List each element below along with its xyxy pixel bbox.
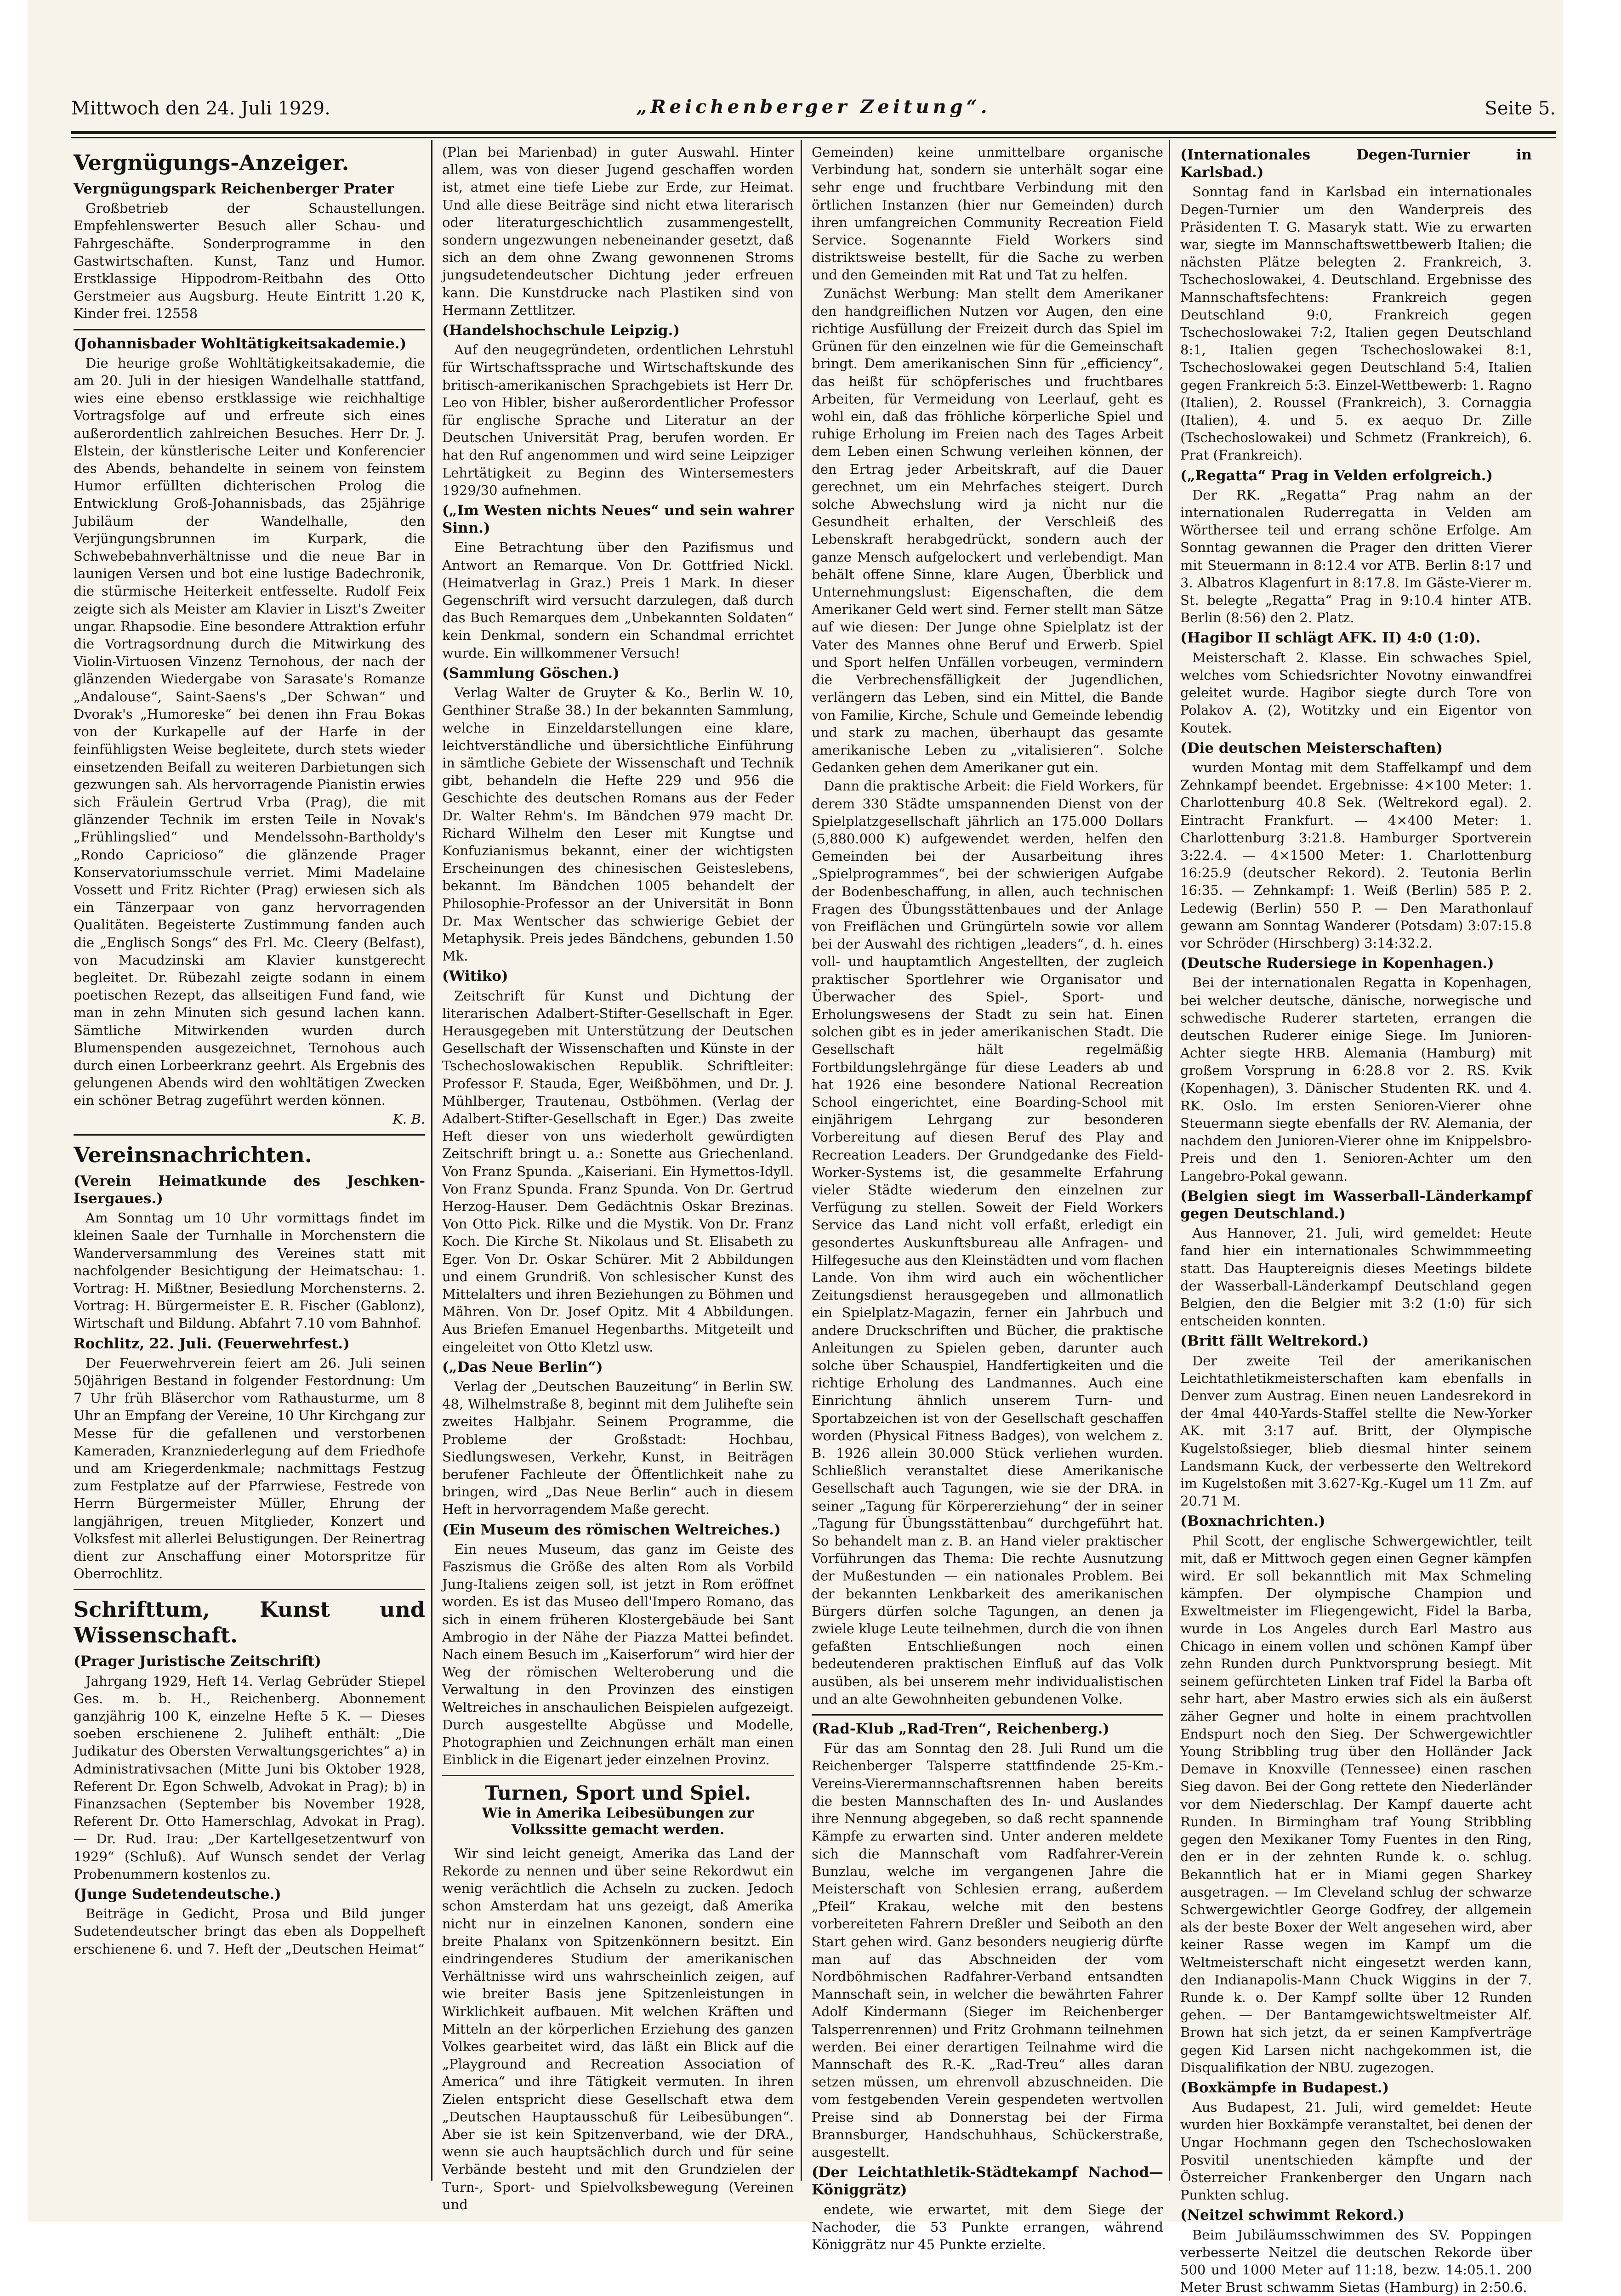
article-text: Sonntag fand in Karlsbad ein internationales Degen-Turnier um den Wanderpreis des Präsidenten T. G. Masaryk statt. Wie zu erwarten war, siegte im Mannschaftswettbewerb Italien; die nächsten Plätze belegten 2. Frankreich, 3. Tschechoslowakei, 4. Deutschland. Ergebnisse des Mannschaftsfechtens: Frankreich gegen Deutschland 9:0, Frankreich gegen Tschechoslowakei 7:2, Italien gegen Deutschland 8:1, Italien gegen Tschechoslowakei 8:1, Tschechoslowakei gegen Deutschland 5:4, Italien gegen Frankreich 5:3. Einzel-Wettbewerb: 1. Ragno (Italien), 2. Roussel (Frankreich), 3. Cornaggia (Italien), 4. und 5. ex aequo Dr. Zille (Tschechoslowakei) und Schmetz (Frankreich), 6. Prat (Frankreich). (1180, 184, 1532, 463)
newspaper-title: „Reichenberger Zeitung“. (636, 96, 991, 118)
article-heading: (Neitzel schwimmt Rekord.) (1180, 2207, 1405, 2224)
newspaper-page (28, 0, 1563, 2296)
article-heading: (Prager Juristische Zeitschrift) (74, 1653, 321, 1670)
article-text: Bei der internationalen Regatta in Kopenhagen, bei welcher deutsche, dänische, norwegische und schwedische Ruderer starteten, errangen die deutschen Ruderer einige Siege. Im Junioren-Achter siegte HRB. Alemania (Hamburg) mit großem Vorsprung in 6:28.8 vor 2. RS. Kvik (Kopenhagen), 3. Dänischer Studenten RK. und 4. RK. Oslo. Im ersten Senioren-Vierer ohne Steuermann siegte ebenfalls der RV. Alemania, der nachdem den Junioren-Vierer ohne im Knippelsbro-Preis und den 1. Senioren-Achter um den Langebro-Pokal gewann. (1180, 975, 1532, 1184)
article-heading: (Belgien siegt im Wasserball-Länderkampf gegen Deutschland.) (1180, 1188, 1532, 1222)
page-number: Seite 5. (1484, 98, 1556, 119)
article-heading: („Im Westen nichts Neues“ und sein wahrer Sinn.) (442, 502, 794, 537)
article-separator (812, 1714, 1163, 1716)
section-title: Vergnügungs-Anzeiger. (74, 150, 349, 175)
article-heading: (Hagibor II schlägt AFK. II) 4:0 (1:0). (1180, 630, 1481, 647)
column-divider (801, 140, 802, 2181)
article-heading: Rochlitz, 22. Juli. (Feuerwehrfest.) (74, 1335, 350, 1352)
article-heading: („Regatta“ Prag in Velden erfolgreich.) (1180, 467, 1493, 484)
article-separator (442, 1775, 794, 1776)
section-title: Schrifttum, Kunst und Wissenschaft. (74, 1597, 425, 1648)
header-rule (71, 131, 1556, 134)
article-text: Meisterschaft 2. Klasse. Ein schwaches Spiel, welches vom Schiedsrichter Novotny einwandfrei geleitet wurde. Hagibor siegte durch Tore von Polakov A. (2), Wotitzky und ein Eigentor von Koutek. (1180, 649, 1532, 736)
article-text: Verlag der „Deutschen Bauzeitung“ in Berlin SW. 48, Wilhelmstraße 8, beginnt mit dem Julihefte sein zweites Halbjahr. Seinem Programme, die Probleme der Großstadt: Hochbau, Siedlungswesen, Verkehr, Kunst, in Beiträgen berufener Fachleute der Öffentlichkeit nahe zu bringen, wird „Das Neue Berlin“ auch in diesem Heft in hervorragendem Maße gerecht. (442, 1379, 794, 1517)
article-text: Beim Jubiläumsschwimmen des SV. Poppingen verbesserte Neitzel die deutschen Rekorde über 500 und 1000 Meter auf 11:18, bezw. 14:05.1. 200 Meter Brust schwamm Sietas (Hamburg) in 2:50.6. (1180, 2227, 1532, 2296)
article-text: (Plan bei Marienbad) in guter Auswahl. Hinter allem, was von dieser Jugend geschaffen worden ist, atmet eine tiefe Liebe zur Erde, zur Heimat. Und alle diese Beiträge sind nicht etwa literarisch oder literaturgeschichtlich zusammengestellt, sondern ungezwungen nebeneinander gesetzt, daß sich an dem ohne Zwang gewonnenen Stroms jungsudetendeutscher Dichtung jeder erfreuen kann. Die Kunstdrucke nach Plastiken sind von Hermann Zettlitzer. (442, 144, 794, 318)
article-signature: K. B. (392, 1111, 425, 1127)
article-heading: Vergnügungspark Reichenberger Prater (74, 181, 394, 197)
column-1 (74, 143, 425, 2179)
article-text: Ein neues Museum, das ganz im Geiste des Faszismus die Größe des alten Rom als Vorbild Jung-Italiens zeigen soll, ist jetzt in Rom eröffnet worden. Es ist das Museo dell'Impero Romano, das sich in einem früheren Klostergebäude bei Sant Ambrogio in der Nähe der Piazza Mattei befindet. Nach einem Besuch im „Kaiserforum“ wird hier der Weg der römischen Welteroberung und die Verwaltung in den Provinzen des einstigen Weltreiches in anschaulichen Beispielen aufgezeigt. Durch ausgestellte Abgüsse und Modelle, Photographien und Zeichnungen erhält man einen Einblick in die Eigenart jeder einzelnen Provinz. (442, 1541, 794, 1768)
article-text: Am Sonntag um 10 Uhr vormittags findet im kleinen Saale der Turnhalle in Morchenstern die Wanderversammlung des Vereines statt mit nachfolgender Besichtigung der Heimatschau: 1. Vortrag: H. Mißtner, Besiedlung Morchensterns. 2. Vortrag: H. Bürgermeister E. R. Fischer (Gablonz), Wirtschaft und Bildung. Abfahrt 7.10 vom Bahnhof. (74, 1210, 425, 1331)
article-heading: (Boxnachrichten.) (1180, 1513, 1325, 1530)
article-heading: (Boxkämpfe in Budapest.) (1180, 2079, 1389, 2096)
article-separator (74, 1134, 425, 1136)
article-text: Gemeinden) keine unmittelbare organische Verbindung hat, sondern sie unterhält sogar eine sehr enge und fruchtbare Verbindung mit den örtlichen Instanzen (hier nur Gemeinden) durch ihren umfangreichen Community Recreation Field Service. Sogenannte Field Workers sind distriktsweise bestellt, für die Sache zu werben und den Gemeinden mit Rat und Tat zu helfen. (812, 144, 1163, 283)
article-text: Phil Scott, der englische Schwergewichtler, teilt mit, daß er Mittwoch gegen einen Gegner kämpfen wird. Er soll bekanntlich mit Max Schmeling kämpfen. Der olympische Champion und Exweltmeister im Fliegengewicht, Fidel la Barba, wurde in Los Angeles durch Earl Mastro aus Chicago in einem vollen und schönen Kampf über zehn Runden durch Punktvorsprung besiegt. Mit seinem gefürchteten Linken traf Fidel la Barba oft sehr hart, aber Mastro erwies sich als ein äußerst zäher Gegner und holte in einem prachtvollen Endspurt noch den Sieg. Der Schwergewichtler Young Stribbling trug über den Holländer Jack Demave in Knoxville (Tennessee) einen raschen Sieg davon. Bei der Gong rettete den Niederländer vor dem Niederschlag. Der Kampf dauerte acht Runden. In Birmingham traf Young Stribbling gegen den Mexikaner Tomy Fuentes in den Ring, den er in der zehnten Runde k. o. schlug. Bekanntlich hat er in Miami gegen Sharkey ausgetragen. — Im Cleveland schlug der schwarze Schwergewichtler George Godfrey, der allgemein als der beste Boxer der Welt angesehen wird, aber keiner Rasse wegen im Kampf um die Weltmeisterschaft nicht eingesetzt werden kann, den Indianapolis-Mann Chuck Wiggins in der 7. Runde k. o. Der Kampf sollte über 12 Runden gehen. — Der Bantamgewichtsweltmeister Alf. Brown hat sich jetzt, da er seinen Kampfverträge gegen Kid Larsen nicht nachgekommen ist, die Disqualifikation der NBU. zugezogen. (1180, 1533, 1532, 2075)
article-heading: (Junge Sudetendeutsche.) (74, 1886, 281, 1903)
article-heading: (Die deutschen Meisterschaften) (1180, 739, 1443, 756)
column-4 (1180, 143, 1532, 2296)
column-divider (1169, 140, 1170, 2181)
issue-date: Mittwoch den 24. Juli 1929. (71, 98, 330, 119)
article-heading: (Britt fällt Weltrekord.) (1180, 1333, 1369, 1350)
article-text: Der Feuerwehrverein feiert am 26. Juli seinen 50jährigen Bestand in folgender Festordnung: Um 7 Uhr früh Bläserchor vom Rathausturme, um 8 Uhr an Empfang der Vereine, 10 Uhr Kirchgang zur Messe für die gefallenen und verstorbenen Kameraden, Kranzniederlegung auf dem Friedhofe und am Kriegerdenkmale; nachmittags Festzug zum Festplatze auf der Pfarrwiese, Festrede von Herrn Bürgermeister Müller, Ehrung der langjährigen, treuen Mitglieder, Konzert und Volksfest mit allerlei Belustigungen. Der Reinertrag dient zur Anschaffung einer Motorspritze für Oberrochlitz. (74, 1355, 425, 1582)
article-heading: (Ein Museum des römischen Weltreiches.) (442, 1521, 781, 1538)
article-separator (74, 1589, 425, 1590)
article-text: Beiträge in Gedicht, Prosa und Bild junger Sudetendeutscher bringt das eben als Doppelheft erschienene 6. und 7. Heft der „Deutschen Heimat“ (74, 1906, 425, 1957)
column-2 (442, 143, 794, 2212)
article-text: Dann die praktische Arbeit: die Field Workers, für derem 330 Städte umspannenden Dienst von der Spielplatzgesellschaft jährlich an 175.000 Dollars (5,880.000 K) aufgewendet werden, helfen den Gemeinden bei der Ausarbeitung ihres „Spielprogrammes“, bei der schwierigen Aufgabe der Bodenbeschaffung, in allen, auch technischen Fragen des Übungsstättenbaues und der Anlage von Freiflächen und Grüngürteln sowie vor allem bei der Auswahl des richtigen „leaders“, d. h. eines voll- und hauptamtlich Angestellten, der zugleich praktischer Sportlehrer wie Organisator und Überwacher des Spiel-, Sport- und Erholungswesens der Stadt zu sein hat. Einen solchen gibt es in jeder amerikanischen Stadt. Die Gesellschaft hält regelmäßig Fortbildungslehrgänge für diese Leaders ab und hat 1926 eine besondere National Recreation School eingerichtet, eine Boarding-School mit einjährigem Lehrgang zur besonderen Vorbereitung auf diesen Beruf des Play and Recreation Leaders. Der Grundgedanke des Field-Worker-Systems ist, die gesammelte Erfahrung vieler Städte wiederum den einzelnen zur Verfügung zu stellen. Soweit der Field Workers Service das Land nicht voll erfaßt, erledigt ein gesondertes Auskunftsbureau alle Anfragen- und Hilfegesuche aus den Kleinstädten und vom flachen Lande. Von ihm wird auch ein wöchentlicher Zeitungsdienst herausgegeben und allmonatlich ein Spielplatz-Magazin, ferner ein Jahrbuch und andere Druckschriften und Bücher, die praktische Anleitungen zu Spielen geben, darunter auch solche über Schauspiel, Handfertigkeiten und die richtige Erholung des Landmannes. Auch eine Einrichtung ähnlich unserem Turn- und Sportabzeichen ist von der Gesellschaft geschaffen worden (Physical Fitness Badges), von welchem z. B. 1926 allein 30.000 Stück verliehen wurden. Schließlich veranstaltet diese Amerikanische Gesellschaft auch Tagungen, wie sie der DRA. in seiner „Tagung für Körpererziehung“ der in seiner „Tagung für Übungsstättenbau“ durchgeführt hat. So behandelt man z. B. an Hand vieler praktischer Vorführungen das Thema: Die rechte Ausnutzung der Mußestunden — ein nationales Problem. Bei der bekannten Lenkbarkeit des amerikanischen Bürgers dürfen solche Tagungen, an denen ja zwiele kluge Leute teilnehmen, durch die von ihnen gefaßten Entschließungen noch einen bedeutenderen praktischen Einfluß auf das Volk ausüben, als bei unserem mehr individualistischen und an alte Gewohnheiten gebundenen Volke. (812, 778, 1163, 1707)
article-text: Zunächst Werbung: Man stellt dem Amerikaner den handgreiflichen Nutzen vor Augen, den eine richtige Ausfüllung der Freizeit durch das Spiel im Grünen für den einzelnen wie für die Gemeinschaft bringt. Dem amerikanischen Sinn für „efficiency“, das heißt für schöpferisches und fruchtbares Arbeiten, für Vermeidung von Leerlauf, geht es wohl ein, daß das fröhliche körperliche Spiel und ruhige Erholung im Freien nach des Tages Arbeit dem Leben einen Schwung verleihen können, der den Ertrag jeder Arbeitskraft, auf die Dauer gerechnet, um ein Mehrfaches steigert. Durch solche Abwechslung wird ja nicht nur die Gesundheit erhalten, der Verschleiß des Lebenskraft herabgedrückt, sondern auch der ganze Mensch aufgelockert und verlebendigt. Man behält offene Sinne, klare Augen, Überblick und Unternehmungslust: Eigenschaften, die dem Amerikaner Geld wert sind. Ferner stellt man Sätze auf wie diesen: Der Junge ohne Spielplatz ist der Vater des Mannes ohne Beruf und Erwerb. Spiel und Sport helfen Unfällen vorbeugen, vermindern die Verbrechensfälligkeit der Jugendlichen, verlängern das Leben, sind ein Mittel, die Bande von Familie, Kirche, Schule und Gemeinde lebendig und stark zu machen, überhaupt das gesamte amerikanische Leben zu „vitalisieren“. Solche Gedanken gehen dem Amerikaner gut ein. (812, 285, 1163, 776)
article-text: Eine Betrachtung über den Pazifismus und Antwort an Remarque. Von Dr. Gottfried Nickl. (Heimatverlag in Graz.) Preis 1 Mark. In dieser Gegenschrift wird versucht darzulegen, daß durch das Buch Remarques dem „Unbekannten Soldaten“ kein Denkmal, sondern ein Schandmal errichtet wurde. Ein willkommener Versuch! (442, 540, 794, 661)
article-text: Aus Hannover, 21. Juli, wird gemeldet: Heute fand hier ein internationales Schwimmmeeting statt. Das Hauptereignis dieses Meetings bildete der Wasserball-Länderkampf Deutschland gegen Belgien, den die Belgier mit 3:2 (1:0) für sich entscheiden konnten. (1180, 1225, 1532, 1329)
article-text: wurden Montag mit dem Staffelkampf und dem Zehnkampf beendet. Ergebnisse: 4×100 Meter: 1. Charlottenburg 40.8 Sek. (Weltrekord egal). 2. Eintracht Frankfurt. — 4×400 Meter: 1. Charlottenburg 3:21.8. Hamburger Sportverein 3:22.4. — 4×1500 Meter: 1. Charlottenburg 16:25.9 (deutscher Rekord). 2. Teutonia Berlin 16:35. — Zehnkampf: 1. Weiß (Berlin) 585 P. 2. Ledewig (Berlin) 550 P. — Den Marathonlauf gewann am Sonntag Wanderer (Potsdam) 3:07:15.8 vor Schröder (Hirschberg) 3:14:32.2. (1180, 759, 1532, 951)
article-heading: (Sammlung Göschen.) (442, 665, 620, 682)
header-rule-thin (71, 137, 1556, 138)
article-text: Zeitschrift für Kunst und Dichtung der literarischen Adalbert-Stifter-Gesellschaft in Eger. Herausgegeben mit Unterstützung der Deutschen Gesellschaft der Wissenschaften und Künste in der Tschechoslowakischen Republik. Schriftleiter: Professor F. Stauda, Eger, Weißböhmen, und Dr. J. Mühlberger, Trautenau, Ostböhmen. (Verlag der Adalbert-Stifter-Gesellschaft in Eger.) Das zweite Heft dieser von uns wiederholt gewürdigten Zeitschrift bringt u. a.: Sonette aus Griechenland. Von Franz Spunda. „Kaiseriani. Ein Hymettos-Idyll. Von Franz Spunda. Franz Spunda. Von Dr. Gertrud Herzog-Hauser. Dem Gedächtnis Oskar Brezinas. Von Otto Pick. Rilke und die Mystik. Von Dr. Franz Koch. Die Kirche St. Nikolaus und St. Elisabeth zu Eger. Von Dr. Oskar Schürer. Mit 2 Abbildungen und einem Grundriß. Von schlesischer Kunst des Mittelalters und ihren Beziehungen zu Böhmen und Mähren. Von Dr. Josef Opitz. Mit 4 Abbildungen. Aus Briefen Emanuel Hegenbarths. Mitgeteilt und eingeleitet von Otto Kletzl usw. (442, 988, 794, 1355)
article-text: Wir sind leicht geneigt, Amerika das Land der Rekorde zu nennen und über seine Rekordwut ein wenig verächtlich die Achseln zu zucken. Jedoch schon Amsterdam hat uns gezeigt, daß Amerika nicht nur in einzelnen Kanonen, sondern eine breite Phalanx von Spitzenkönnern besitzt. Ein eindringenderes Studium der amerikanischen Verhältnisse wird uns wahrscheinlich zeigen, auf wie breiter Basis jene Spitzenleistungen in Wirklichkeit aufbauen. Mit welchen Kräften und Mitteln an der körperlichen Erziehung des ganzen Volkes gearbeitet wird, das läßt ein Blick auf die „Playground and Recreation Association of America“ und ihre Tätigkeit vermuten. In ihren Zielen entspricht diese Gesellschaft etwa dem „Deutschen Hauptausschuß für Leibesübungen“. Aber sie ist kein Spitzenverband, wie der DRA., wenn sie auch hauptsächlich durch und für seine Verbände besteht und mit den Grundzielen der Turn-, Sport- und Spielvolksbewegung (Vereinen und (442, 1845, 794, 2212)
article-heading: (Verein Heimatkunde des Jeschken-Isergaues.) (74, 1172, 425, 1207)
article-heading: (Witiko) (442, 968, 508, 985)
article-heading: (Johannisbader Wohltätigkeitsakademie.) (74, 335, 407, 352)
section-title: Turnen, Sport und Spiel. (485, 1782, 751, 1805)
column-divider (431, 140, 432, 2181)
article-separator (74, 329, 425, 330)
article-heading: (Internationales Degen-Turnier in Karlsbad.) (1180, 147, 1532, 181)
article-heading: (Rad-Klub „Rad-Tren“, Reichenberg.) (812, 1721, 1109, 1738)
article-text: Die heurige große Wohltätigkeitsakademie, die am 20. Juli in der hiesigen Wandelhalle stattfand, wies eine ebenso erstklassige wie reichhaltige Vortragsfolge auf und erfreute sich eines außerordentlich zahlreichen Besuches. Herr Dr. J. Elstein, der künstlerische Leiter und Konferencier des Abends, behandelte in seinem von feinstem Humor erfüllten dichterischen Prolog die Entwicklung Groß-Johannisbads, das 25jährige Jubiläum der Wandelhalle, den Verjüngungsbrunnen im Kurpark, die Schwebebahnverhältnisse und die neue Bar in launigen Versen und bot eine lustige Badechronik, die stürmische Heiterkeit entfesselte. Rudolf Feix zeigte sich als Meister am Klavier in Liszt's Zweiter ungar. Rhapsodie. Eine besondere Attraktion erfuhr die Vortragsordnung durch die Mitwirkung des Violin-Virtuosen Vinzenz Ternohous, der nach der glänzenden Wiedergabe von Sarasate's Romanze „Andalouse“, Saint-Saens's „Der Schwan“ und Dvorak's „Humoreske“ bei denen ihn Frau Bokas von der Kurkapelle auf der Harfe in der feinfühligsten Weise begleitete, durch stets wieder einsetzenden Beifall zu weiteren Darbietungen sich gezwungen sah. Als hervorragende Pianistin erwies sich Fräulein Gertrud Vrba (Prag), die mit glänzender Technik im ersten Teile in Novak's „Frühlingslied“ und Mendelssohn-Bartholdy's „Rondo Capricioso“ die glänzende Prager Konservatoriumsschule verriet. Mimi Madelaine Vossett und Fritz Richter (Prag) erwiesen sich als ein Tänzerpaar von ganz hervorragenden Qualitäten. Begeisterte Zustimmung fanden auch die „Englisch Songs“ des Frl. Mc. Cleery (Belfast), von Macudzinski am Klavier kunstgerecht begleitet. Dr. Rübezahl zeigte sodann in einem poetischen Rezept, das allseitigen Fund fand, wie man in zehn Minuten sich gesund lachen kann. Sämtliche Mitwirkenden wurden durch Blumenspenden ausgezeichnet, Ternohous auch durch einen Lorbeerkranz geehrt. Als Ergebnis des gelungenen Abends wird den wohltätigen Zwecken ein schöner Betrag zugeführt werden können. (74, 355, 425, 1108)
article-text: Auf den neugegründeten, ordentlichen Lehrstuhl für Wirtschaftssprache und Wirtschaftskunde des britisch-amerikanischen Sprachgebiets ist Herr Dr. Leo von Hibler, bisher außerordentlicher Professor für englische Sprache und Literatur an der Deutschen Universität Prag, berufen worden. Er hat den Ruf angenommen und wird seine Leipziger Lehrtätigkeit zu Beginn des Wintersemesters 1929/30 aufnehmen. (442, 342, 794, 498)
column-3 (812, 143, 1163, 2252)
article-text: Der zweite Teil der amerikanischen Leichtathletikmeisterschaften kam ebenfalls in Denver zum Austrag. Einen neuen Landesrekord in der 4mal 440-Yards-Staffel stellte die New-Yorker AK. mit 3:17 auf. Britt, der Olympische Kugelstoßsieger, blieb diesmal hinter seinem Landsmann Kuck, der verbesserte den Weltrekord im Kugelstoßen mit 3.627-Kg.-Kugel um 11 Zm. auf 20.71 M. (1180, 1353, 1532, 1509)
article-text: Verlag Walter de Gruyter & Ko., Berlin W. 10, Genthiner Straße 38.) In der bekannten Sammlung, welche in Einzeldarstellungen eine klare, leichtverständliche und übersichtliche Einführung in sämtliche Gebiete der Wissenschaft und Technik gibt, behandeln die Hefte 229 und 956 die Geschichte des deutschen Romans aus der Feder Dr. Walter Rehm's. Im Bändchen 979 macht Dr. Richard Wilhelm den Leser mit Kungtse und Konfuzianismus bekannt, einer der wichtigsten Erscheinungen des chinesischen Geisteslebens, bekannt. Im Bändchen 1005 behandelt der Philosophie-Professor an der Universität in Bonn Dr. Max Wentscher das schwierige Gebiet der Metaphysik. Preis jedes Bändchens, gebunden 1.50 Mk. (442, 685, 794, 964)
article-text: Der RK. „Regatta“ Prag nahm an der internationalen Ruderregatta in Velden am Wörthersee teil und errang schöne Erfolge. Am Sonntag gewannen die Prager den dritten Vierer mit Steuermann in 8:12.4 vor ATB. Berlin 8:17 und 3. Albatros Klagenfurt in 8:17.8. Im Gäste-Vierer m. St. belegte „Regatta“ Prag in 9:10.4 hinter ATB. Berlin (8:56) den 2. Platz. (1180, 487, 1532, 626)
article-heading: (Handelshochschule Leipzig.) (442, 322, 680, 339)
article-heading: Wie in Amerika Leibesübungen zur Volkssitte gemacht werden. (482, 1805, 754, 1838)
article-text: Aus Budapest, 21. Juli, wird gemeldet: Heute wurden hier Boxkämpfe veranstaltet, bei denen der Ungar Hochmann gegen den Tschechoslowaken Posvitil unentschieden kämpfte und der Österreicher Frankenberger den Ungarn nach Punkten schlug. (1180, 2099, 1532, 2203)
article-text: endete, wie erwartet, mit dem Siege der Nachoder, die 53 Punkte errangen, während Königgrätz nur 45 Punkte erzielte. (812, 2201, 1163, 2252)
section-title: Vereinsnachrichten. (74, 1142, 312, 1167)
masthead (71, 90, 1556, 131)
article-heading: (Deutsche Rudersiege in Kopenhagen.) (1180, 955, 1494, 972)
article-text: Jahrgang 1929, Heft 14. Verlag Gebrüder Stiepel Ges. m. b. H., Reichenberg. Abonnement ganzjährig 100 K, einzelne Hefte 5 K. — Dieses soeben erschienene 2. Juliheft enthält: „Die Judikatur des Obersten Verwaltungsgerichtes“ a) in Administrativsachen (Mitte Juni bis Oktober 1928, Referent Dr. Egon Schwelb, Advokat in Prag); b) in Finanzsachen (September bis November 1928, Referent Dr. Otto Hamerschlag, Advokat in Prag). — Dr. Rud. Irau: „Der Kartellgesetzentwurf von 1929“ (Schluß). Auf Wunsch sendet der Verlag Probenummern kostenlos zu. (74, 1673, 425, 1882)
article-heading: („Das Neue Berlin“) (442, 1358, 603, 1375)
article-text: Großbetrieb der Schaustellungen. Empfehlenswerter Besuch aller Schau- und Fahrgeschäfte. Sonderprogramme in den Gastwirtschaften. Kunst, Tanz und Humor. Erstklassige Hippodrom-Reitbahn des Otto Gerstmeier aus Augsburg. Heute Eintritt 1.20 K, Kinder frei. 12558 (74, 200, 425, 322)
article-heading: (Der Leichtathletik-Städtekampf Nachod—Königgrätz) (812, 2164, 1163, 2199)
article-text: Für das am Sonntag den 28. Juli Rund um die Reichenberger Talsperre stattfindende 25-Km.-Vereins-Vierermannschaftsrennen haben bereits die besten Mannschaften des In- und Auslandes ihre Nennung abgegeben, so daß recht spannende Kämpfe zu erwarten sind. Unter anderen meldete sich die Mannschaft vom Radfahrer-Verein Bunzlau, welche im vergangenen Jahre die Meisterschaft von Schlesien errang, außerdem „Pfeil“ Krakau, welche mit den bestens vorbereiteten Fahrern Dreßler und Seiboth an den Start gehen wird. Ganz besonders neugierig dürfte man auf das Abschneiden der vom Nordböhmischen Radfahrer-Verband entsandten Mannschaft sein, in welcher die bewährten Fahrer Adolf Kindermann (Sieger im Reichenberger Talsperrenrennen) und Fritz Grohmann teilnehmen werden. Bei einer derartigen Teilnahme wird die Mannschaft des R.-K. „Rad-Treu“ alles daran setzen müssen, um ehrenvoll abzuschneiden. Die vom festgebenden Verein gespendeten wertvollen Preise sind ab Donnerstag bei der Firma Brannsburger, Handschuhhaus, Schückerstraße, ausgestellt. (812, 1740, 1163, 2160)
